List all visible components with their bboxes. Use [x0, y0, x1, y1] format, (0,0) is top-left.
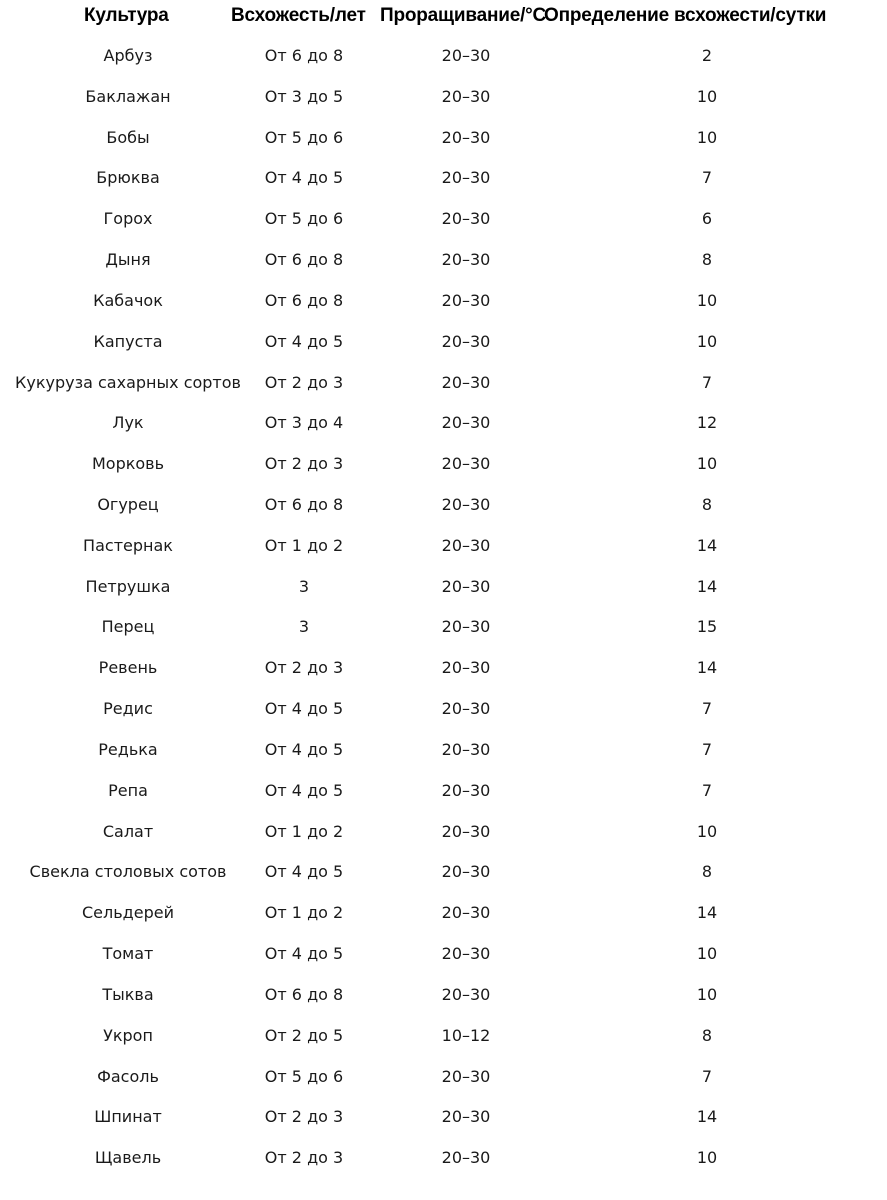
- cell-germination-years: От 3 до 4: [264, 413, 344, 433]
- table-row: [0, 812, 887, 852]
- cell-sprouting-temperature: 10–12: [441, 1025, 491, 1045]
- cell-germination-years: От 6 до 8: [264, 46, 344, 65]
- cell-culture: Редька: [98, 739, 158, 759]
- cell-germination-test-days: 14: [696, 1107, 718, 1127]
- table-row: [0, 403, 887, 443]
- cell-sprouting-temperature: 20–30: [441, 1148, 491, 1168]
- cell-germination-test-days: 10: [696, 944, 718, 964]
- table-row: [0, 158, 887, 198]
- cell-sprouting-temperature: 20–30: [441, 739, 491, 759]
- cell-sprouting-temperature: 20–30: [441, 290, 491, 310]
- cell-sprouting-temperature: 20–30: [441, 372, 491, 392]
- cell-sprouting-temperature: 20–30: [441, 903, 491, 923]
- table-header: [0, 0, 887, 34]
- cell-sprouting-temperature: 20–30: [441, 658, 491, 678]
- cell-sprouting-temperature: 20–30: [441, 413, 491, 433]
- cell-germination-years: От 6 до 8: [264, 290, 344, 310]
- table-row: [0, 240, 887, 280]
- cell-sprouting-temperature: 20–30: [441, 576, 491, 596]
- cell-culture: Репа: [108, 780, 148, 800]
- cell-culture: Кукуруза сахарных сортов: [15, 372, 241, 392]
- cell-sprouting-temperature: 20–30: [441, 699, 491, 719]
- cell-germination-years: От 1 до 2: [264, 535, 344, 555]
- cell-germination-years: От 4 до 5: [264, 862, 344, 882]
- table-row: [0, 526, 887, 566]
- cell-germination-years: От 5 до 6: [264, 1066, 344, 1086]
- cell-germination-years: От 6 до 8: [264, 984, 344, 1004]
- table-row: [0, 1097, 887, 1137]
- cell-culture: Тыква: [102, 984, 154, 1004]
- table-row: [0, 77, 887, 117]
- header-sprouting-temperature: Проращивание/°С: [380, 5, 547, 26]
- cell-culture: Петрушка: [85, 576, 171, 596]
- cell-germination-years: От 2 до 3: [264, 1107, 344, 1127]
- cell-germination-years: От 4 до 5: [264, 739, 344, 759]
- cell-culture: Салат: [102, 821, 154, 841]
- cell-sprouting-temperature: 20–30: [441, 944, 491, 964]
- cell-germination-test-days: 10: [696, 1148, 718, 1168]
- table-row: [0, 281, 887, 321]
- cell-culture: Редис: [103, 699, 153, 719]
- table-row: [0, 771, 887, 811]
- table-row: [0, 199, 887, 239]
- table-row: [0, 567, 887, 607]
- cell-germination-test-days: 7: [701, 168, 713, 188]
- cell-culture: Укроп: [103, 1025, 153, 1045]
- cell-germination-years: От 1 до 2: [264, 903, 344, 923]
- cell-culture: Арбуз: [103, 46, 153, 65]
- cell-germination-years: От 5 до 6: [264, 127, 344, 147]
- cell-germination-test-days: 10: [696, 821, 718, 841]
- cell-sprouting-temperature: 20–30: [441, 331, 491, 351]
- cell-sprouting-temperature: 20–30: [441, 535, 491, 555]
- table-row: [0, 485, 887, 525]
- cell-culture: Щавель: [94, 1148, 162, 1168]
- cell-germination-test-days: 10: [696, 290, 718, 310]
- cell-germination-years: От 2 до 5: [264, 1025, 344, 1045]
- cell-sprouting-temperature: 20–30: [441, 862, 491, 882]
- cell-sprouting-temperature: 20–30: [441, 454, 491, 474]
- cell-germination-years: 3: [298, 576, 310, 596]
- cell-culture: Фасоль: [97, 1066, 159, 1086]
- cell-culture: Брюква: [96, 168, 160, 188]
- cell-sprouting-temperature: 20–30: [441, 495, 491, 515]
- table-row: [0, 648, 887, 688]
- cell-germination-years: От 4 до 5: [264, 331, 344, 351]
- cell-germination-test-days: 8: [701, 495, 713, 515]
- cell-germination-years: От 3 до 5: [264, 86, 344, 106]
- cell-sprouting-temperature: 20–30: [441, 209, 491, 229]
- cell-germination-years: От 2 до 3: [264, 372, 344, 392]
- cell-germination-test-days: 14: [696, 903, 718, 923]
- cell-germination-test-days: 14: [696, 576, 718, 596]
- table-row: [0, 1016, 887, 1056]
- cell-germination-test-days: 10: [696, 331, 718, 351]
- cell-sprouting-temperature: 20–30: [441, 821, 491, 841]
- table-row: [0, 852, 887, 892]
- table-row: [0, 363, 887, 403]
- cell-culture: Морковь: [91, 454, 165, 474]
- cell-germination-test-days: 10: [696, 127, 718, 147]
- header-culture: Культура: [84, 5, 169, 26]
- cell-germination-years: От 5 до 6: [264, 209, 344, 229]
- cell-culture: Шпинат: [94, 1107, 162, 1127]
- cell-germination-test-days: 14: [696, 535, 718, 555]
- cell-germination-test-days: 8: [701, 250, 713, 270]
- cell-culture: Горох: [103, 209, 153, 229]
- table-row: [0, 444, 887, 484]
- table-row: [0, 975, 887, 1015]
- cell-germination-test-days: 14: [696, 658, 718, 678]
- cell-germination-years: От 4 до 5: [264, 780, 344, 800]
- cell-germination-test-days: 7: [701, 699, 713, 719]
- cell-sprouting-temperature: 20–30: [441, 984, 491, 1004]
- cell-germination-years: От 2 до 3: [264, 1148, 344, 1168]
- cell-sprouting-temperature: 20–30: [441, 1066, 491, 1086]
- cell-culture: Ревень: [98, 658, 158, 678]
- cell-germination-years: От 4 до 5: [264, 944, 344, 964]
- cell-germination-years: От 1 до 2: [264, 821, 344, 841]
- cell-germination-test-days: 12: [696, 413, 718, 433]
- cell-culture: Баклажан: [85, 86, 171, 106]
- header-germination-test-days: Определение всхожести/сутки: [544, 5, 827, 26]
- cell-germination-test-days: 10: [696, 86, 718, 106]
- cell-germination-years: От 6 до 8: [264, 495, 344, 515]
- cell-sprouting-temperature: 20–30: [441, 617, 491, 637]
- cell-germination-years: От 2 до 3: [264, 658, 344, 678]
- table-row: [0, 322, 887, 362]
- cell-culture: Сельдерей: [82, 903, 174, 923]
- cell-culture: Бобы: [106, 127, 150, 147]
- cell-sprouting-temperature: 20–30: [441, 127, 491, 147]
- table-row: [0, 893, 887, 933]
- cell-sprouting-temperature: 20–30: [441, 780, 491, 800]
- cell-culture: Дыня: [105, 250, 151, 270]
- table-row: [0, 1057, 887, 1097]
- table-row: [0, 1138, 887, 1178]
- cell-germination-test-days: 8: [701, 1025, 713, 1045]
- cell-culture: Огурец: [97, 495, 159, 515]
- cell-culture: Лук: [112, 413, 144, 433]
- cell-culture: Кабачок: [93, 290, 163, 310]
- cell-germination-test-days: 2: [701, 46, 713, 65]
- cell-culture: Свекла столовых сотов: [29, 862, 227, 882]
- table-row: [0, 36, 887, 76]
- cell-germination-test-days: 7: [701, 1066, 713, 1086]
- cell-germination-test-days: 6: [701, 209, 713, 229]
- cell-germination-test-days: 10: [696, 984, 718, 1004]
- cell-germination-test-days: 7: [701, 739, 713, 759]
- table-row: [0, 730, 887, 770]
- cell-germination-years: 3: [298, 617, 310, 637]
- table-row: [0, 118, 887, 158]
- cell-sprouting-temperature: 20–30: [441, 1107, 491, 1127]
- cell-germination-test-days: 7: [701, 372, 713, 392]
- cell-sprouting-temperature: 20–30: [441, 250, 491, 270]
- cell-germination-test-days: 10: [696, 454, 718, 474]
- cell-sprouting-temperature: 20–30: [441, 168, 491, 188]
- table-row: [0, 607, 887, 647]
- cell-germination-years: От 2 до 3: [264, 454, 344, 474]
- cell-germination-years: От 6 до 8: [264, 250, 344, 270]
- cell-germination-test-days: 7: [701, 780, 713, 800]
- cell-culture: Томат: [102, 944, 154, 964]
- cell-culture: Капуста: [93, 331, 163, 351]
- cell-germination-test-days: 8: [701, 862, 713, 882]
- cell-germination-years: От 4 до 5: [264, 168, 344, 188]
- cell-germination-years: От 4 до 5: [264, 699, 344, 719]
- cell-sprouting-temperature: 20–30: [441, 86, 491, 106]
- cell-germination-test-days: 15: [696, 617, 718, 637]
- cell-sprouting-temperature: 20–30: [441, 46, 491, 65]
- cell-culture: Пастернак: [83, 535, 173, 555]
- header-germination-years: Всхожесть/лет: [231, 5, 366, 26]
- table-row: [0, 934, 887, 974]
- table-row: [0, 689, 887, 729]
- cell-culture: Перец: [101, 617, 155, 637]
